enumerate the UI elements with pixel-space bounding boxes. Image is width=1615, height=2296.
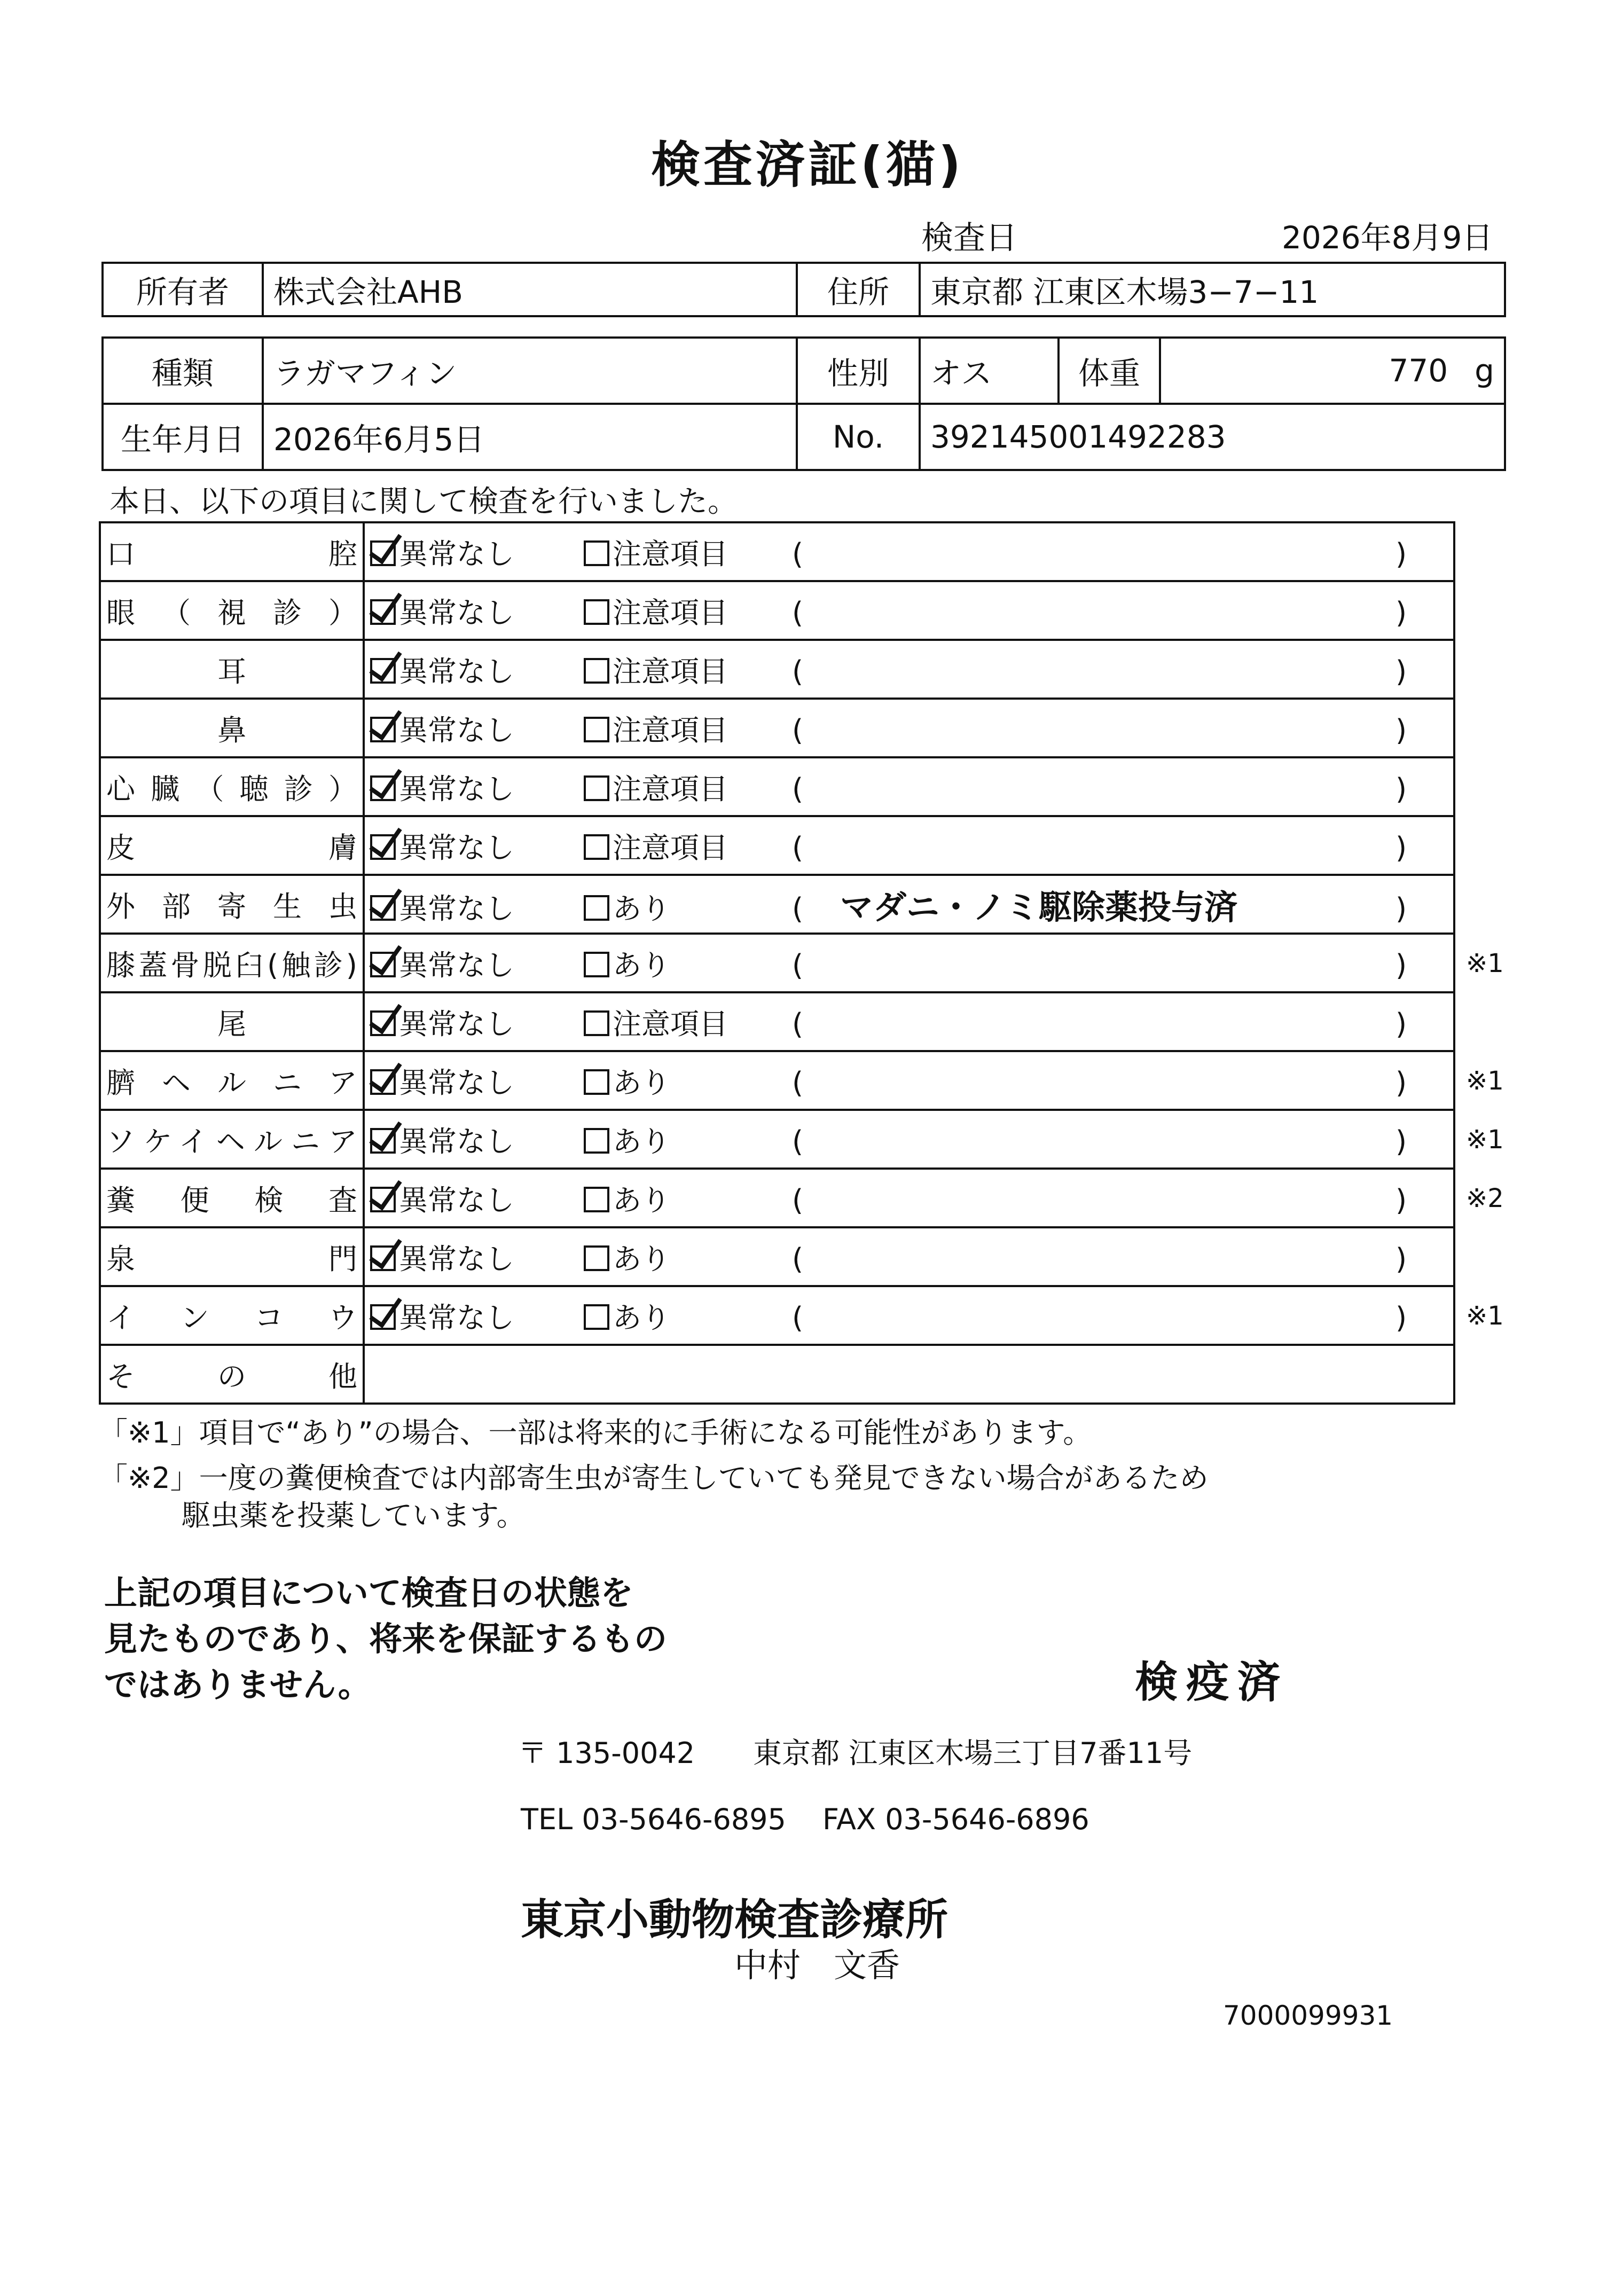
item-note <box>829 651 1396 689</box>
checked-checkbox-icon[interactable] <box>370 1128 396 1154</box>
paren-close: ) <box>1396 1183 1407 1217</box>
address-label: 住所 <box>797 263 920 316</box>
option-normal[interactable] <box>370 708 584 749</box>
side-reference: ※1 <box>1466 1301 1504 1331</box>
paren-open: ( <box>792 1124 804 1158</box>
paren-close: ) <box>1396 830 1407 865</box>
footnote-2: 「※2」一度の糞便検査では内部寄生虫が寄生していても発見できない場合があるため <box>99 1461 1209 1495</box>
item-note <box>829 533 1396 572</box>
option-abnormal-label: 注意項目 <box>613 654 728 688</box>
inspection-row <box>100 1169 1454 1227</box>
paren-close: ) <box>1396 891 1407 926</box>
side-reference: ※1 <box>1466 949 1504 978</box>
paren-open: ( <box>792 1007 804 1041</box>
item-note <box>829 1297 1396 1336</box>
option-abnormal-label: 注意項目 <box>613 713 728 747</box>
paren-close: ) <box>1396 713 1407 747</box>
checkbox-icon[interactable] <box>584 1128 609 1154</box>
checked-checkbox-icon[interactable] <box>370 775 396 801</box>
checkbox-icon[interactable] <box>584 1304 609 1330</box>
inspection-item-name: 眼（視診） <box>100 581 364 640</box>
inspection-item-name: 尾 <box>100 992 364 1051</box>
footnote-1: 「※1」項目で“あり”の場合、一部は将来的に手術になる可能性があります。 <box>99 1416 1092 1449</box>
option-abnormal-label: 注意項目 <box>613 595 728 630</box>
option-normal[interactable] <box>370 1119 584 1160</box>
option-normal-label: 異常なし <box>399 713 514 747</box>
paren-close: ) <box>1396 1007 1407 1041</box>
option-normal[interactable] <box>370 1295 584 1336</box>
option-normal-label: 異常なし <box>399 891 514 926</box>
paren-close: ) <box>1396 537 1407 571</box>
checked-checkbox-icon[interactable] <box>370 717 396 742</box>
quarantine-stamp: 検疫済 <box>1135 1657 1289 1707</box>
inspection-row <box>100 640 1454 699</box>
item-note <box>829 944 1396 983</box>
inspection-row <box>100 699 1454 757</box>
clinic-fax: FAX 03-5646-6896 <box>822 1803 1089 1836</box>
item-note <box>829 1120 1396 1159</box>
checkbox-icon[interactable] <box>584 1187 609 1212</box>
weight-cell <box>1160 338 1505 404</box>
option-abnormal-label: 注意項目 <box>613 537 728 571</box>
checked-checkbox-icon[interactable] <box>370 1304 396 1330</box>
item-note <box>829 768 1396 807</box>
option-normal[interactable] <box>370 649 584 690</box>
option-normal-label: 異常なし <box>399 1124 514 1158</box>
option-abnormal[interactable] <box>584 708 792 749</box>
side-reference: ※1 <box>1466 1066 1504 1096</box>
disclaimer-line: ではありません。 <box>104 1665 371 1704</box>
inspection-row <box>100 1345 1454 1404</box>
option-normal-label: 異常なし <box>399 948 514 982</box>
checkbox-icon[interactable] <box>584 540 609 566</box>
checkbox-icon[interactable] <box>584 599 609 625</box>
inspection-row <box>100 757 1454 816</box>
option-abnormal-label: 注意項目 <box>613 830 728 865</box>
checked-checkbox-icon[interactable] <box>370 658 396 684</box>
option-normal-label: 異常なし <box>399 772 514 806</box>
inspection-item-name: 外部寄生虫 <box>100 875 364 934</box>
option-abnormal[interactable] <box>584 1001 792 1043</box>
option-normal-label: 異常なし <box>399 1300 514 1335</box>
paren-open: ( <box>792 537 804 571</box>
inspection-item-result <box>364 816 1454 875</box>
owner-address: 東京都 江東区木場3−7−11 <box>920 263 1505 316</box>
option-abnormal[interactable] <box>584 649 792 690</box>
owner-label: 所有者 <box>103 263 263 316</box>
paren-open: ( <box>792 891 804 926</box>
inspection-item-name: 耳 <box>100 640 364 699</box>
inspection-item-result <box>364 1286 1454 1345</box>
option-abnormal[interactable] <box>584 531 792 573</box>
owner-table <box>101 262 1506 317</box>
checkbox-icon[interactable] <box>584 775 609 801</box>
inspection-item-name: 口 腔 <box>100 522 364 581</box>
inspection-item-name: 臍ヘルニア <box>100 1051 364 1110</box>
disclaimer <box>104 1570 667 1708</box>
paren-open: ( <box>792 772 804 806</box>
inspection-date-label: 検査日 <box>921 220 1017 257</box>
option-normal-label: 異常なし <box>399 1242 514 1276</box>
option-abnormal[interactable] <box>584 1178 792 1219</box>
no-value: 392145001492283 <box>920 404 1505 470</box>
option-abnormal-label: あり <box>613 1124 670 1158</box>
option-normal[interactable] <box>370 1178 584 1219</box>
checkbox-icon[interactable] <box>584 952 609 977</box>
checked-checkbox-icon[interactable] <box>370 834 396 860</box>
inspection-item-result <box>364 581 1454 640</box>
paren-open: ( <box>792 1183 804 1217</box>
inspection-row <box>100 934 1454 992</box>
inspection-item-name: 心臓（聴診） <box>100 757 364 816</box>
paren-open: ( <box>792 948 804 982</box>
option-normal[interactable] <box>370 1236 584 1278</box>
paren-open: ( <box>792 1300 804 1335</box>
checked-checkbox-icon[interactable] <box>370 540 396 566</box>
option-normal[interactable] <box>370 1060 584 1101</box>
inspection-item-result <box>364 934 1454 992</box>
option-normal[interactable] <box>370 766 584 808</box>
inspection-item-name: 膝蓋骨脱臼(触診) <box>100 934 364 992</box>
option-normal[interactable] <box>370 943 584 984</box>
inspection-row <box>100 1051 1454 1110</box>
paren-close: ) <box>1396 1124 1407 1158</box>
paren-close: ) <box>1396 1242 1407 1276</box>
inspection-item-name: 皮 膚 <box>100 816 364 875</box>
animal-table <box>101 336 1506 471</box>
checked-checkbox-icon[interactable] <box>370 895 396 921</box>
option-abnormal-label: あり <box>613 891 670 926</box>
checked-checkbox-icon[interactable] <box>370 1187 396 1212</box>
option-abnormal-label: あり <box>613 948 670 982</box>
clinic-person: 中村 文香 <box>734 1946 900 1985</box>
inspection-item-name: 糞便検査 <box>100 1169 364 1227</box>
option-abnormal[interactable] <box>584 1295 792 1336</box>
option-abnormal-label: あり <box>613 1183 670 1217</box>
inspection-item-name: 泉 門 <box>100 1227 364 1286</box>
inspection-item-name: インコウ <box>100 1286 364 1345</box>
side-reference: ※1 <box>1466 1125 1504 1155</box>
inspection-item-result <box>364 1110 1454 1169</box>
checked-checkbox-icon[interactable] <box>370 952 396 977</box>
option-normal[interactable] <box>370 531 584 573</box>
paren-close: ) <box>1396 595 1407 630</box>
option-abnormal-label: あり <box>613 1065 670 1100</box>
paren-close: ) <box>1396 948 1407 982</box>
breed-value: ラガマフィン <box>263 338 797 404</box>
clinic-address: 東京都 江東区木場三丁目7番11号 <box>753 1736 1193 1770</box>
inspection-item-result <box>364 699 1454 757</box>
option-normal[interactable] <box>370 1001 584 1043</box>
dob-value: 2026年6月5日 <box>263 404 797 470</box>
option-normal-label: 異常なし <box>399 537 514 571</box>
item-note: マダニ・ノミ駆除薬投与済 <box>840 887 1238 927</box>
inspection-item-result <box>364 1169 1454 1227</box>
disclaimer-line: 見たものであり、将来を保証するもの <box>104 1619 668 1658</box>
option-normal-label: 異常なし <box>399 830 514 865</box>
inspection-row <box>100 1286 1454 1345</box>
sex-label: 性別 <box>797 338 920 404</box>
intro-text: 本日、以下の項目に関して検査を行いました。 <box>109 484 738 519</box>
checkbox-icon[interactable] <box>584 717 609 742</box>
inspection-row <box>100 992 1454 1051</box>
clinic-tel: TEL 03-5646-6895 <box>521 1803 786 1836</box>
paren-open: ( <box>792 595 804 630</box>
option-normal[interactable] <box>370 590 584 631</box>
paren-open: ( <box>792 713 804 747</box>
item-note <box>829 827 1396 866</box>
option-normal[interactable] <box>370 825 584 866</box>
inspection-item-name: その他 <box>100 1345 364 1404</box>
paren-open: ( <box>792 1242 804 1276</box>
inspection-item-result <box>364 992 1454 1051</box>
item-note <box>829 1179 1396 1218</box>
inspection-row <box>100 522 1454 581</box>
disclaimer-line: 上記の項目について検査日の状態を <box>104 1573 633 1612</box>
footnote-2-cont: 駆虫薬を投薬しています。 <box>182 1499 526 1532</box>
side-reference: ※2 <box>1466 1184 1504 1213</box>
option-abnormal[interactable] <box>584 590 792 631</box>
option-abnormal-label: あり <box>613 1242 670 1276</box>
sex-value: オス <box>920 338 1059 404</box>
weight-label: 体重 <box>1059 338 1160 404</box>
paren-close: ) <box>1396 1065 1407 1100</box>
paren-open: ( <box>792 1065 804 1100</box>
no-label: No. <box>797 404 920 470</box>
paren-close: ) <box>1396 1300 1407 1335</box>
checkbox-icon[interactable] <box>584 1010 609 1036</box>
inspection-date: 2026年8月9日 <box>1282 220 1493 256</box>
checked-checkbox-icon[interactable] <box>370 1069 396 1095</box>
inspection-item-name: 鼻 <box>100 699 364 757</box>
option-normal-label: 異常なし <box>399 1007 514 1041</box>
item-note <box>829 1062 1396 1101</box>
checkbox-icon[interactable] <box>584 1245 609 1271</box>
option-abnormal[interactable] <box>584 825 792 866</box>
inspection-item-result <box>364 1345 1454 1404</box>
option-normal-label: 異常なし <box>399 1065 514 1100</box>
inspection-table <box>99 521 1455 1405</box>
checked-checkbox-icon[interactable] <box>370 599 396 625</box>
option-normal-label: 異常なし <box>399 1183 514 1217</box>
paren-open: ( <box>792 830 804 865</box>
option-abnormal[interactable] <box>584 766 792 808</box>
inspection-row <box>100 816 1454 875</box>
item-note <box>829 592 1396 631</box>
option-normal-label: 異常なし <box>399 654 514 688</box>
option-abnormal[interactable] <box>584 943 792 984</box>
inspection-item-result <box>364 757 1454 816</box>
paren-close: ) <box>1396 772 1407 806</box>
inspection-item-result <box>364 1051 1454 1110</box>
option-normal[interactable] <box>370 886 584 927</box>
option-abnormal-label: 注意項目 <box>613 1007 728 1041</box>
inspection-item-result <box>364 1227 1454 1286</box>
checked-checkbox-icon[interactable] <box>370 1010 396 1036</box>
paren-open: ( <box>792 654 804 688</box>
weight-value: 770 <box>1389 352 1448 389</box>
owner-value: 株式会社AHB <box>263 263 797 316</box>
inspection-item-name: ソケイヘルニア <box>100 1110 364 1169</box>
inspection-row <box>100 875 1454 934</box>
inspection-item-result <box>364 875 1454 934</box>
page-title: 検査済証(猫) <box>650 136 965 193</box>
inspection-row <box>100 1110 1454 1169</box>
option-abnormal-label: あり <box>613 1300 670 1335</box>
option-abnormal[interactable] <box>584 1060 792 1101</box>
checked-checkbox-icon[interactable] <box>370 1245 396 1271</box>
dob-label: 生年月日 <box>103 404 263 470</box>
option-abnormal[interactable] <box>584 886 792 927</box>
option-abnormal[interactable] <box>584 1119 792 1160</box>
inspection-item-result <box>364 522 1454 581</box>
checkbox-icon[interactable] <box>584 895 609 921</box>
inspection-item-result <box>364 640 1454 699</box>
item-note <box>829 1238 1396 1277</box>
checkbox-icon[interactable] <box>584 658 609 684</box>
item-note <box>829 1003 1396 1042</box>
breed-label: 種類 <box>103 338 263 404</box>
clinic-name: 東京小動物検査診療所 <box>521 1895 948 1945</box>
checkbox-icon[interactable] <box>584 834 609 860</box>
checkbox-icon[interactable] <box>584 1069 609 1095</box>
inspection-row <box>100 1227 1454 1286</box>
inspection-row <box>100 581 1454 640</box>
option-abnormal-label: 注意項目 <box>613 772 728 806</box>
item-note <box>829 709 1396 748</box>
clinic-postal: 〒 135-0042 <box>518 1736 695 1770</box>
document-id: 7000099931 <box>1223 2000 1393 2031</box>
option-abnormal[interactable] <box>584 1236 792 1278</box>
paren-close: ) <box>1396 654 1407 688</box>
weight-unit: g <box>1475 352 1494 389</box>
option-normal-label: 異常なし <box>399 595 514 630</box>
